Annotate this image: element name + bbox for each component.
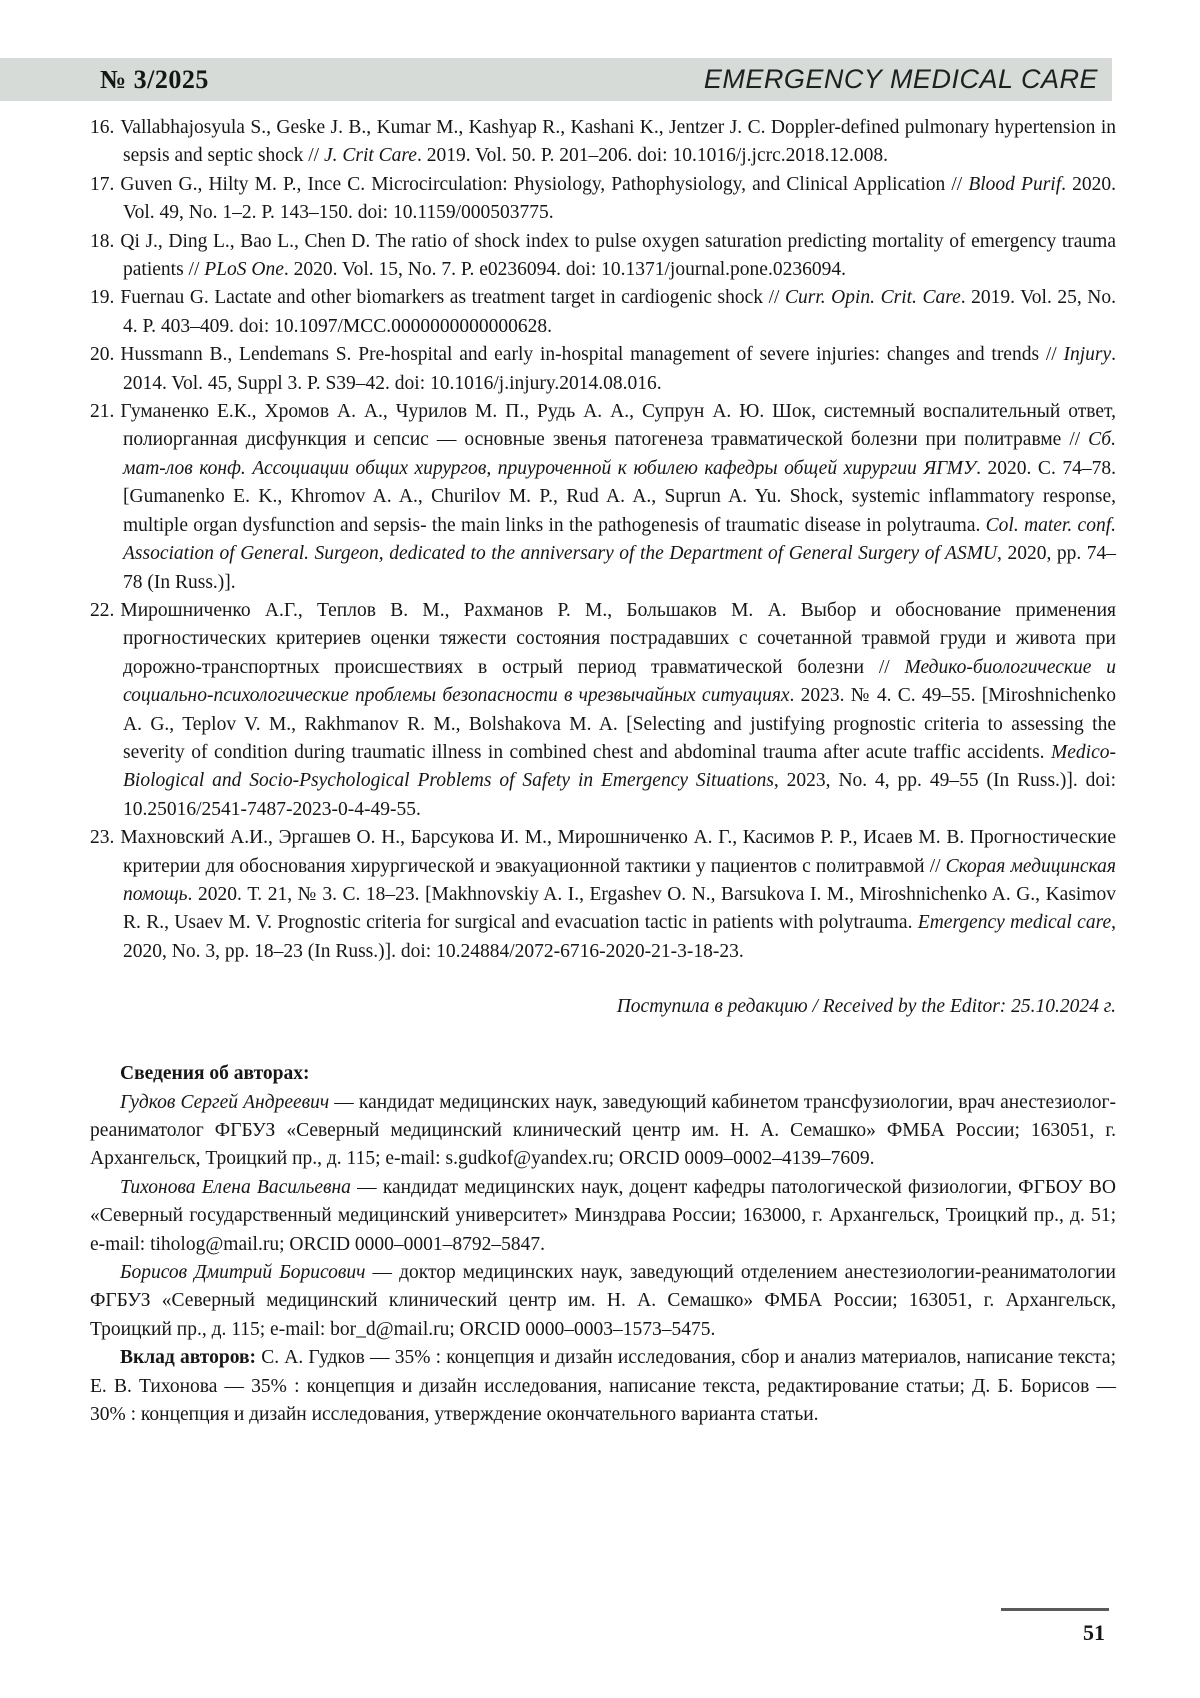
reference-text: , 2023, No. 4, pp. 49–55 (In Russ.)]. doi: 10.25016/2541-7487-2023-0-4-49-55. bbox=[123, 770, 1116, 820]
reference-text: Col. mater. conf. Association of General. Surgeon, dedicated to the anniversary of the Department of General Surgery of ASMU bbox=[123, 514, 1116, 565]
reference-number: 23. bbox=[90, 827, 115, 849]
reference-text: , 2020, pp. 74–78 (In Russ.)]. bbox=[123, 543, 1117, 593]
contribution-label: Вклад авторов: bbox=[120, 1347, 256, 1369]
reference-text: Medico-Biological and Socio-Psychological Problems of Safety in Emergency Situations bbox=[123, 741, 1116, 792]
reference-number: 18. bbox=[90, 230, 115, 252]
reference-number: 16. bbox=[90, 117, 115, 138]
reference-item bbox=[90, 171, 1116, 228]
page-header-bar bbox=[0, 58, 1112, 101]
reference-text: Qi J., Ding L., Bao L., Chen D. The ratio of shock index to pulse oxygen saturation predicting mortality of emergency trauma patients // bbox=[120, 230, 1116, 281]
reference-list bbox=[90, 114, 1116, 966]
reference-text: . 2020. С. 74–78. [Gumanenko E. K., Khromov A. A., Churilov M. P., Rud A. A., Suprun A. Yu. Shock, systemic inflammatory response, multiple organ dysfunction and sepsis- the main links in the pathogenesis of traumatic disease in polytrauma. bbox=[123, 457, 1116, 536]
author-info-paragraph bbox=[90, 1089, 1116, 1174]
reference-item bbox=[90, 597, 1116, 824]
reference-number: 20. bbox=[90, 344, 115, 366]
reference-text: Гуманенко Е.К., Хромов А. А., Чурилов М. П., Рудь А. А., Супрун А. Ю. Шок, системный воспалительный ответ, полиорганная дисфункция и сепсис — основные звенья патогенеза травматической болезни при политравме // bbox=[120, 401, 1116, 451]
reference-text: , 2020, No. 3, pp. 18–23 (In Russ.)]. doi: 10.24884/2072-6716-2020-21-3-18-23. bbox=[123, 912, 1116, 962]
reference-text: Emergency medical care bbox=[917, 912, 1112, 934]
reference-text: Fuernau G. Lactate and other biomarkers as treatment target in cardiogenic shock // bbox=[120, 287, 785, 309]
reference-text: . 2020. Т. 21, № 3. С. 18–23. [Makhnovskiy A. I., Ergashev O. N., Barsukova I. M., Miroshnichenko A. G., Kasimov R. R., Usaev M. V. Prognostic criteria for surgical and evacuation tactic in patients with polytrauma. bbox=[123, 883, 1116, 934]
reference-number: 22. bbox=[90, 599, 115, 621]
author-details: — кандидат медицинских наук, заведующий кабинетом трансфузиологии, врач анестезиолог-реаниматолог ФГБУЗ «Северный медицинский клинический центр им. Н. А. Семашко» ФМБА России; 163051, г. Архангельск, Троицкий пр., д. 115; e-mail: s.gudkof@yandex.ru; ORCID 0009–0002–4139–7609. bbox=[90, 1091, 1116, 1170]
reference-text: Guven G., Hilty M. P., Ince C. Microcirculation: Physiology, Pathophysiology, and Clinical Application // bbox=[120, 173, 969, 195]
page-content bbox=[90, 114, 1116, 1429]
reference-item bbox=[90, 398, 1116, 597]
reference-item bbox=[90, 341, 1116, 398]
reference-text: . 2019. Vol. 50. P. 201–206. doi: 10.1016/j.jcrc.2018.12.008. bbox=[416, 145, 889, 167]
reference-item bbox=[90, 284, 1116, 341]
reference-text: Мирошниченко А.Г., Теплов В. М., Рахманов Р. М., Большаков М. А. Выбор и обоснование применения прогностических критериев оценки тяжести состояния пострадавших с сочетанной травмой груди и живота при дорожно-транспортных происшествиях в острый период травматической болезни // bbox=[120, 599, 1116, 678]
reference-text: Blood Purif bbox=[968, 173, 1062, 195]
authors-section-heading: Сведения об авторах: bbox=[120, 1063, 310, 1085]
reference-text: . 2014. Vol. 45, Suppl 3. P. S39–42. doi: 10.1016/j.injury.2014.08.016. bbox=[123, 344, 1116, 394]
reference-text: Hussmann B., Lendemans S. Pre-hospital and early in-hospital management of severe injuries: changes and trends // bbox=[120, 344, 1064, 366]
contribution-text: С. А. Гудков — 35% : концепция и дизайн исследования, сбор и анализ материалов, написание текста; Е. В. Тихонова — 35% : концепция и дизайн исследования, написание текста, редактирование статьи; Д. Б. Борисов — 30% : концепция и дизайн исследования, утверждение окончательного варианта статьи. bbox=[90, 1347, 1117, 1426]
reference-item bbox=[90, 824, 1116, 966]
reference-item bbox=[90, 228, 1116, 285]
reference-number: 21. bbox=[90, 401, 115, 423]
reference-text: Махновский А.И., Эргашев О. Н., Барсукова И. М., Мирошниченко А. Г., Касимов Р. Р., Исаев М. В. Прогностические критерии для обоснования хирургической и эвакуационной тактики у пациентов с политравмой // bbox=[120, 827, 1116, 877]
author-name: Борисов Дмитрий Борисович bbox=[120, 1262, 366, 1284]
reference-text: PLoS One bbox=[204, 259, 284, 281]
page-number: 51 bbox=[1083, 1620, 1105, 1645]
author-details: — кандидат медицинских наук, доцент кафедры патологической физиологии, ФГБОУ ВО «Северный государственный медицинский университет» Минздрава России; 163000, г. Архангельск, Троицкий пр., д. 51; e-mail: tiholog@mail.ru; ORCID 0000–0001–8792–5847. bbox=[90, 1176, 1116, 1255]
reference-text: . 2020. Vol. 15, No. 7. P. e0236094. doi: 10.1371/journal.pone.0236094. bbox=[283, 259, 846, 281]
journal-title: EMERGENCY MEDICAL CARE bbox=[703, 64, 1098, 94]
author-contribution-paragraph bbox=[90, 1344, 1116, 1429]
reference-text: . 2023. № 4. С. 49–55. [Miroshnichenko A. G., Teplov V. M., Rakhmanov R. M., Bolshakova M. A. [Selecting and justifying prognostic criteria to assessing the severity of condition during traumatic illness in combined chest and abdominal trauma after acute traffic accidents. bbox=[123, 685, 1117, 763]
reference-number: 17. bbox=[90, 173, 115, 195]
authors-info-block bbox=[90, 1089, 1116, 1345]
received-by-editor-line: Поступила в редакцию / Received by the Editor: 25.10.2024 г. bbox=[616, 996, 1116, 1018]
reference-item bbox=[90, 114, 1116, 171]
author-info-paragraph bbox=[90, 1259, 1116, 1344]
reference-text: . 2019. Vol. 25, No. 4. P. 403–409. doi: 10.1097/MCC.0000000000000628. bbox=[123, 287, 1117, 337]
footer-rule bbox=[1001, 1608, 1109, 1611]
author-details: — доктор медицинских наук, заведующий отделением анестезиологии-реаниматологии ФГБУЗ «Северный медицинский клинический центр им. Н. А. Семашко» ФМБА России; 163051, г. Архангельск, Троицкий пр., д. 115; e-mail: bor_d@mail.ru; ORCID 0000–0003–1573–5475. bbox=[90, 1262, 1116, 1340]
reference-text: Curr. Opin. Crit. Care bbox=[784, 287, 961, 309]
reference-number: 19. bbox=[90, 287, 115, 309]
reference-text: Сб. мат-лов конф. Ассоциации общих хирургов, приуроченной к юбилею кафедры общей хирургии ЯГМУ bbox=[123, 429, 1116, 479]
author-name: Гудков Сергей Андреевич bbox=[120, 1091, 330, 1113]
reference-text: Медико-биологические и социально-психологические проблемы безопасности в чрезвычайных ситуациях bbox=[123, 656, 1116, 707]
reference-text: Скорая медицинская помощь bbox=[123, 855, 1116, 905]
author-info-paragraph bbox=[90, 1174, 1116, 1259]
reference-text: . 2020. Vol. 49, No. 1–2. P. 143–150. doi: 10.1159/000503775. bbox=[123, 173, 1117, 224]
reference-text: Injury bbox=[1063, 344, 1112, 366]
reference-text: J. Crit Care bbox=[323, 145, 417, 167]
reference-text: Vallabhajosyula S., Geske J. B., Kumar M., Kashyap R., Kashani K., Jentzer J. C. Doppler-defined pulmonary hypertension in sepsis and septic shock // bbox=[120, 117, 1116, 167]
author-name: Тихонова Елена Васильевна bbox=[120, 1176, 351, 1198]
issue-number: № 3/2025 bbox=[100, 64, 209, 94]
